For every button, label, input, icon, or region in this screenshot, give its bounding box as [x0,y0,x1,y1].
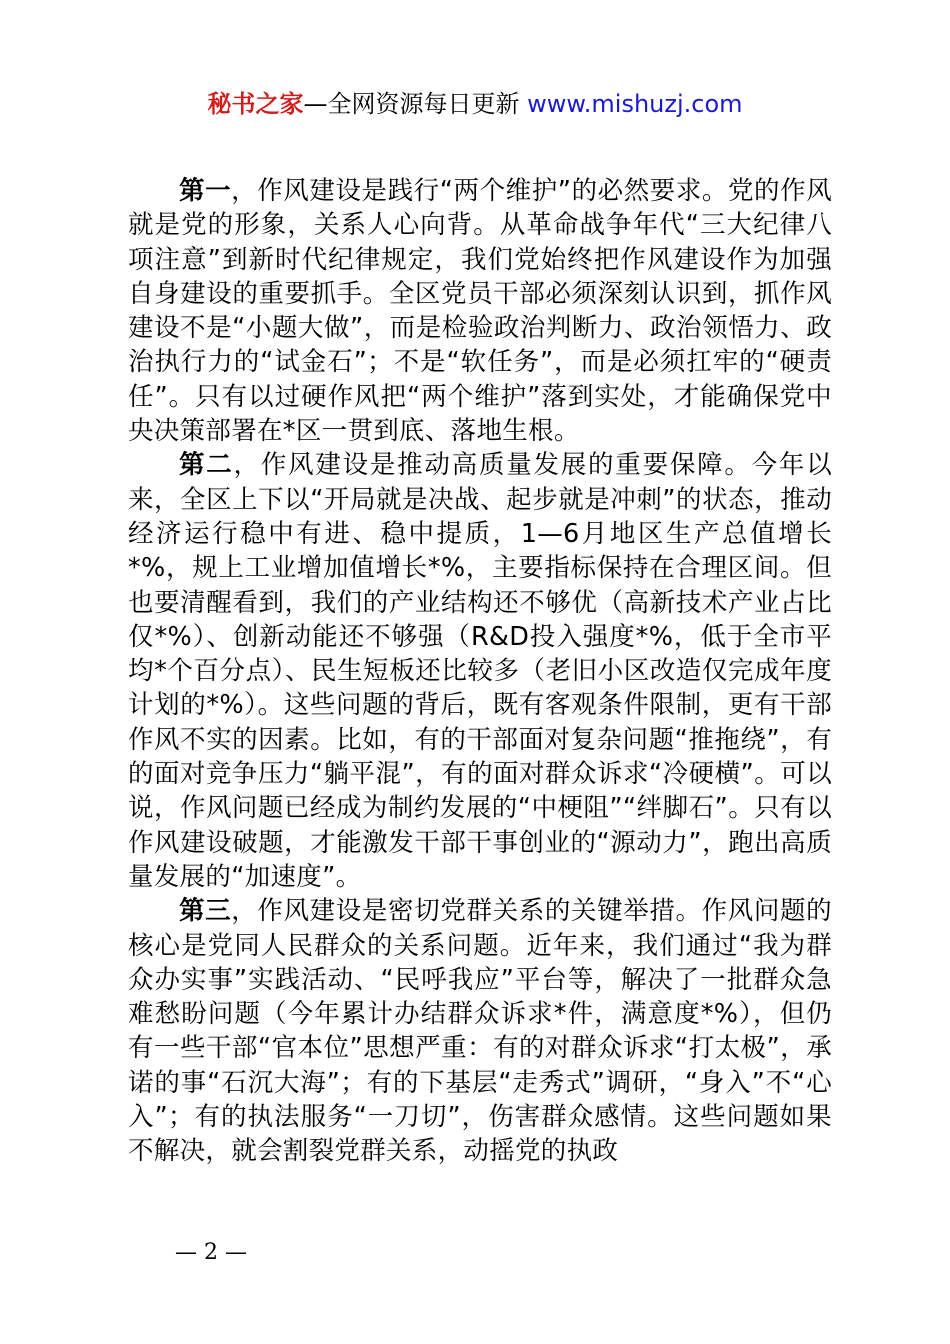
paragraph-second [128,448,832,894]
paragraph-text: ，作风建设是推动高质量发展的重要保障。今年以来，全区上下以“开局就是决战、起步就是冲刺”的状态，推动经济运行稳中有进、稳中提质，1—6月地区生产总值增长*%，规上工业增加值增长*%，主要指标保持在合理区间。但也要清醒看到，我们的产业结构还不够优（高新技术产业占比仅*%）、创新动能还不够强（R&D投入强度*%，低于全市平均*个百分点）、民生短板还比较多（老旧小区改造仅完成年度计划的*%）。这些问题的背后，既有客观条件限制，更有干部作风不实的因素。比如，有的干部面对复杂问题“推拖绕”，有的面对竞争压力“躺平混”，有的面对群众诉求“冷硬横”。可以说，作风问题已经成为制约发展的“中梗阻”“绊脚石”。只有以作风建设破题，才能激发干部干事创业的“源动力”，跑出高质量发展的“加速度”。 [128,450,832,892]
site-brand: 秘书之家 [207,90,304,118]
paragraph-text: ，作风建设是践行“两个维护”的必然要求。党的作风就是党的形象，关系人心向背。从革命战争年代“三大纪律八项注意”到新时代纪律规定，我们党始终把作风建设作为加强自身建设的重要抓手。全区党员干部必须深刻认识到，抓作风建设不是“小题大做”，而是检验政治判断力、政治领悟力、政治执行力的“试金石”；不是“软任务”，而是必须扛牢的“硬责任”。只有以过硬作风把“两个维护”落到实处，才能确保党中央决策部署在*区一贯到底、落地生根。 [128,176,833,447]
paragraph-third [128,894,832,1168]
paragraph-lead: 第二 [179,450,234,481]
site-header [0,84,950,124]
page-number: — 2 — [175,1240,247,1265]
site-url[interactable]: www.mishuzj.com [527,90,743,118]
paragraph-lead: 第三 [179,896,232,927]
document-body [128,174,832,1169]
site-tagline: —全网资源每日更新 [303,90,528,118]
paragraph-text: ，作风建设是密切党群关系的关键举措。作风问题的核心是党同人民群众的关系问题。近年来，我们通过“我为群众办实事”实践活动、“民呼我应”平台等，解决了一批群众急难愁盼问题（今年累计办结群众诉求*件，满意度*%），但仍有一些干部“官本位”思想严重：有的对群众诉求“打太极”，承诺的事“石沉大海”；有的下基层“走秀式”调研，“身入”不“心入”；有的执法服务“一刀切”，伤害群众感情。这些问题如果不解决，就会割裂党群关系，动摇党的执政 [128,896,832,1167]
paragraph-lead: 第一 [179,176,232,206]
paragraph-first [128,174,832,448]
